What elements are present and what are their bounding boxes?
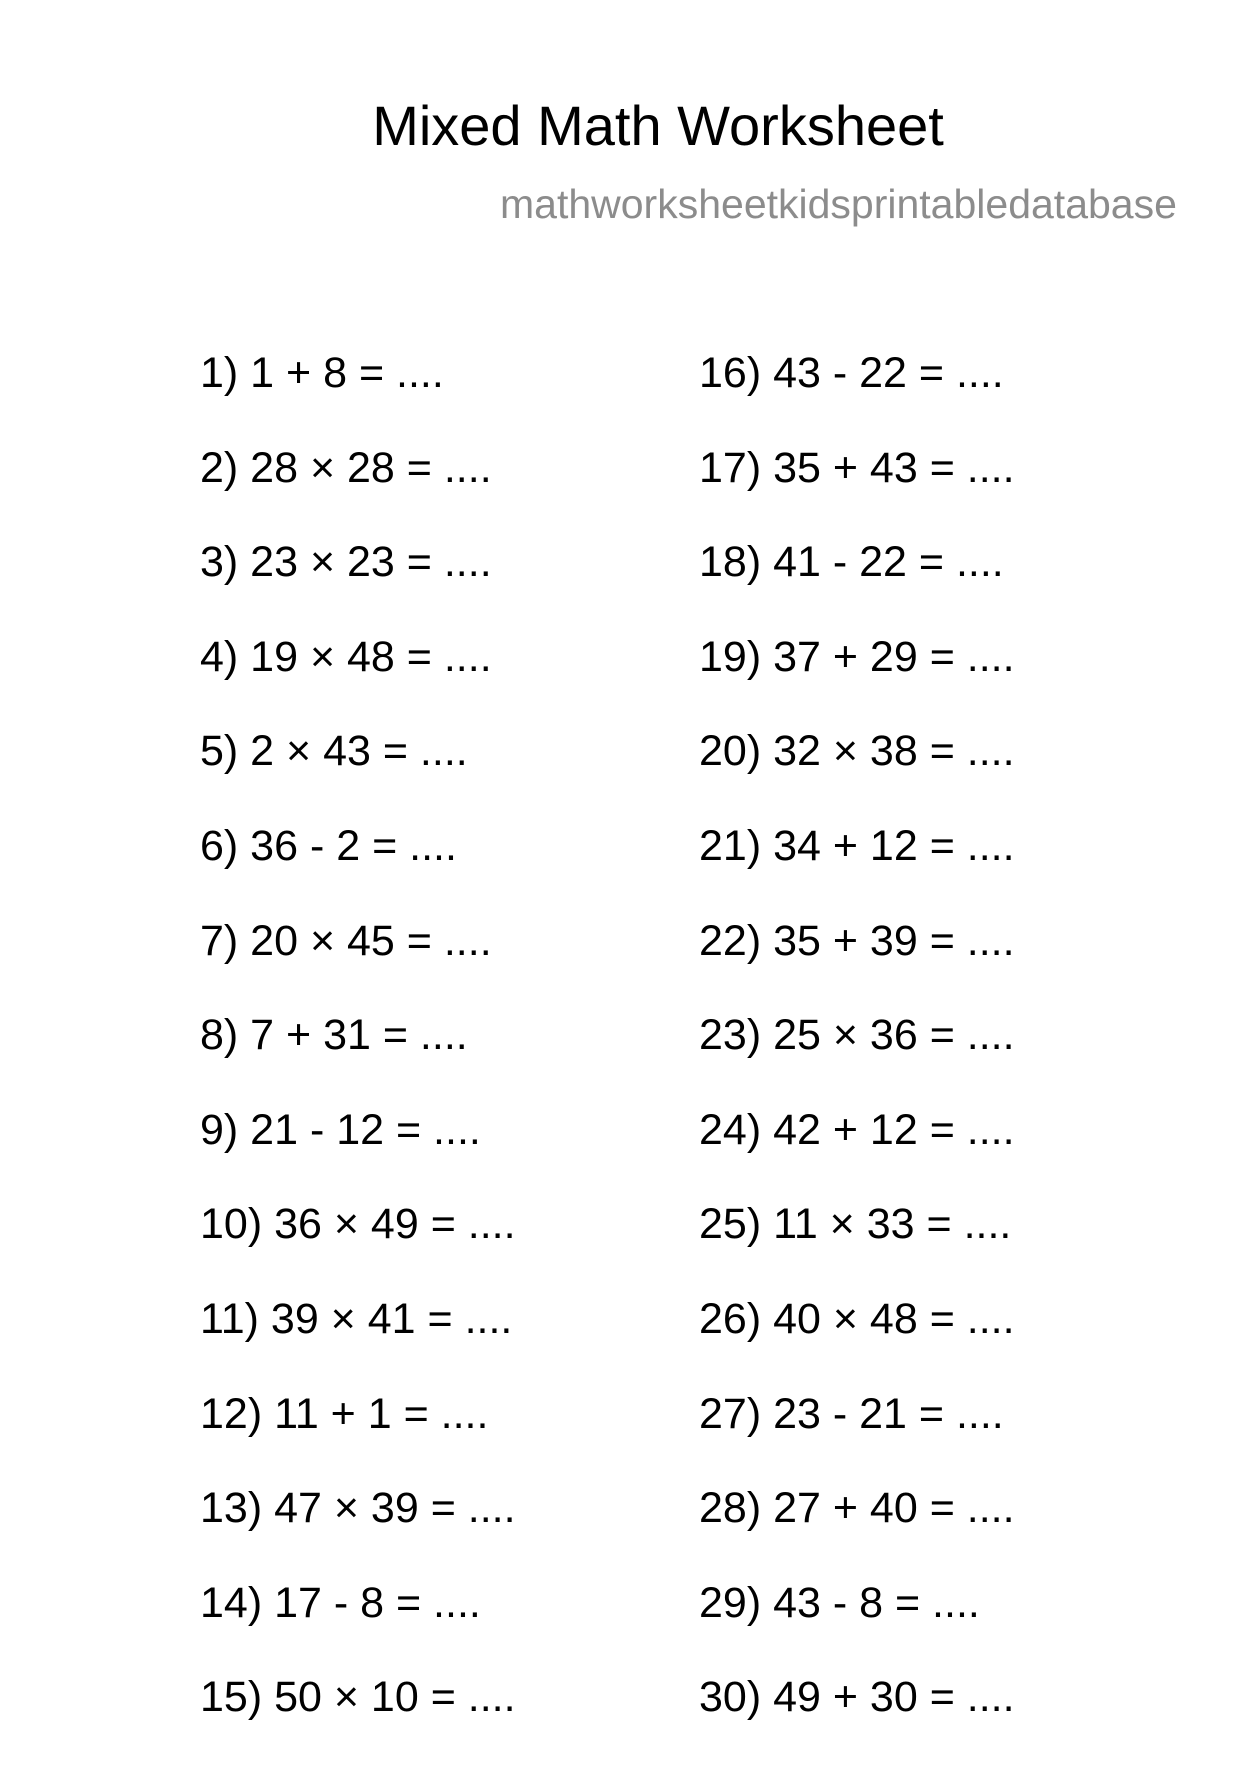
problem-item: 8) 7 + 31 = .... bbox=[200, 1011, 468, 1060]
problem-item: 28) 27 + 40 = .... bbox=[699, 1484, 1015, 1533]
problem-item: 22) 35 + 39 = .... bbox=[699, 916, 1015, 965]
watermark-text: mathworksheetkidsprintabledatabase bbox=[500, 181, 1177, 227]
problem-item: 19) 37 + 29 = .... bbox=[699, 632, 1015, 681]
problem-item: 29) 43 - 8 = .... bbox=[699, 1578, 980, 1627]
problem-item: 15) 50 × 10 = .... bbox=[200, 1673, 516, 1722]
problem-item: 9) 21 - 12 = .... bbox=[200, 1105, 481, 1154]
problem-item: 11) 39 × 41 = .... bbox=[200, 1294, 513, 1343]
problem-item: 30) 49 + 30 = .... bbox=[699, 1673, 1015, 1722]
problem-item: 12) 11 + 1 = .... bbox=[200, 1389, 489, 1438]
problem-item: 27) 23 - 21 = .... bbox=[699, 1389, 1004, 1438]
problem-item: 16) 43 - 22 = .... bbox=[699, 349, 1004, 397]
problem-item: 14) 17 - 8 = .... bbox=[200, 1578, 481, 1627]
problem-item: 17) 35 + 43 = .... bbox=[699, 443, 1015, 492]
problem-item: 24) 42 + 12 = .... bbox=[699, 1105, 1015, 1154]
problem-column-right bbox=[699, 348, 1015, 1767]
problem-item: 21) 34 + 12 = .... bbox=[699, 821, 1015, 870]
problem-item: 23) 25 × 36 = .... bbox=[699, 1011, 1015, 1060]
problem-item: 4) 19 × 48 = .... bbox=[200, 632, 492, 681]
problem-item: 13) 47 × 39 = .... bbox=[200, 1484, 516, 1533]
problem-item: 2) 28 × 28 = .... bbox=[200, 443, 492, 492]
problem-item: 7) 20 × 45 = .... bbox=[200, 916, 492, 965]
problem-column-left bbox=[200, 348, 516, 1767]
problem-item: 3) 23 × 23 = .... bbox=[200, 538, 492, 587]
problem-item: 6) 36 - 2 = .... bbox=[200, 821, 457, 870]
problem-item: 1) 1 + 8 = .... bbox=[200, 349, 444, 397]
problem-item: 25) 11 × 33 = .... bbox=[699, 1200, 1012, 1249]
problem-item: 10) 36 × 49 = .... bbox=[200, 1200, 516, 1249]
problem-item: 5) 2 × 43 = .... bbox=[200, 727, 468, 776]
problem-item: 18) 41 - 22 = .... bbox=[699, 538, 1004, 587]
worksheet-title: Mixed Math Worksheet bbox=[372, 94, 944, 157]
problem-item: 26) 40 × 48 = .... bbox=[699, 1294, 1015, 1343]
problem-item: 20) 32 × 38 = .... bbox=[699, 727, 1015, 776]
